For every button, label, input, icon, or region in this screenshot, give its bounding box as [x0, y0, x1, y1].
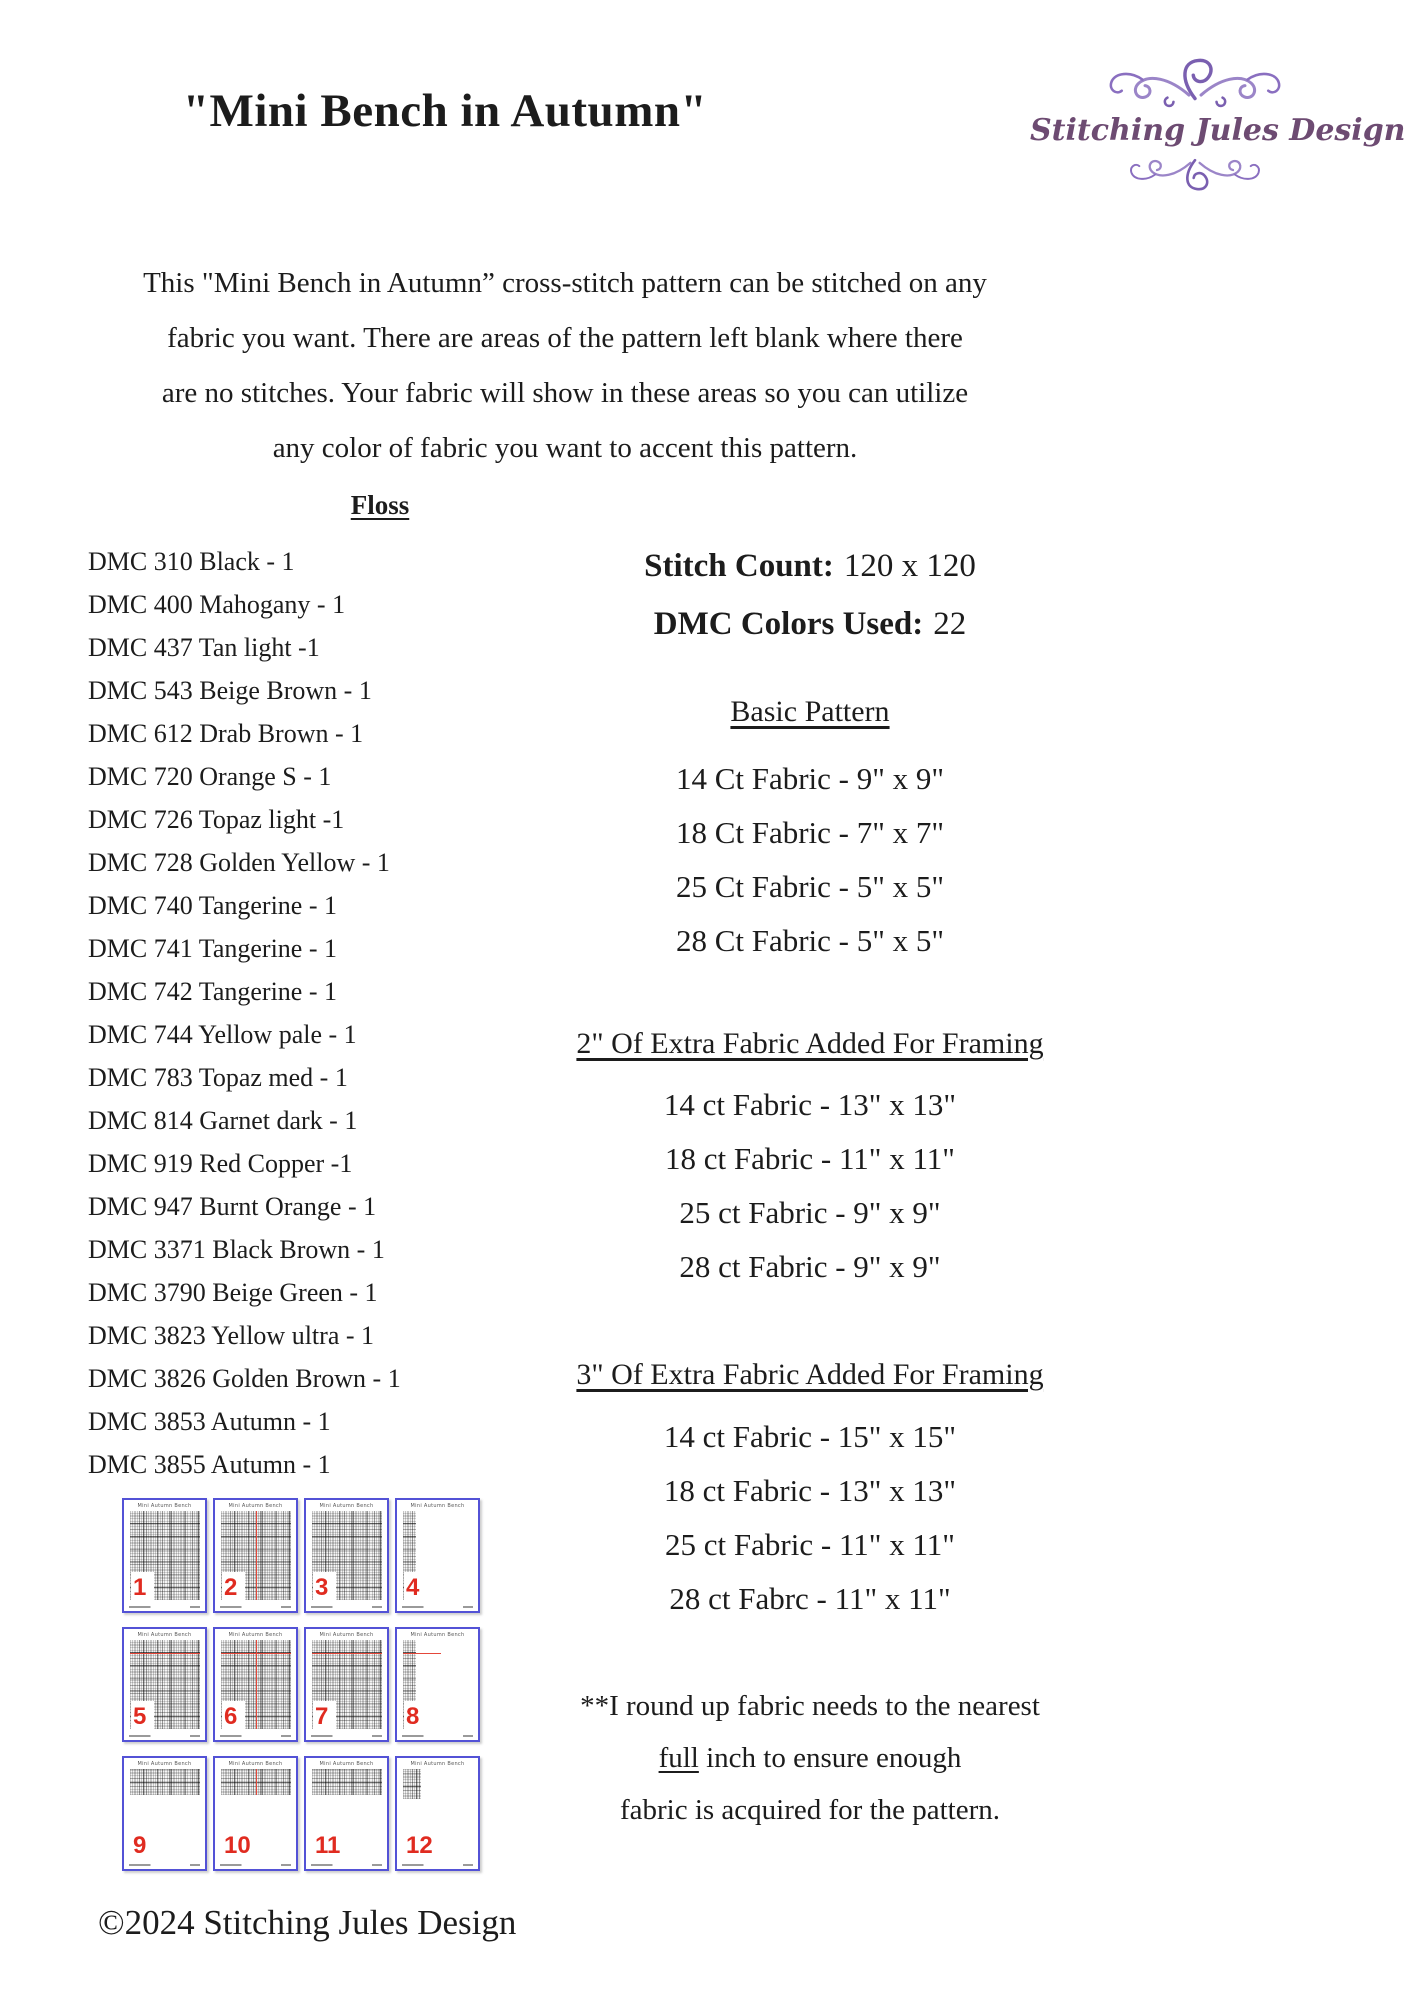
flourish-bottom-icon	[1100, 148, 1290, 196]
intro-line: are no stitches. Your fabric will show in these areas so you can utilize	[161, 377, 969, 409]
pattern-page-thumbnail	[395, 1627, 480, 1742]
fabric-size-item: 28 ct Fabrc - 11" x 11"	[669, 1581, 951, 1616]
thumbnail-title: Mini Autumn Bench	[410, 1503, 465, 1509]
floss-item: DMC 3790 Beige Green - 1	[88, 1278, 378, 1307]
red-line-horizontal	[403, 1653, 441, 1654]
section-heading-3in-extra: 3" Of Extra Fabric Added For Framing	[576, 1358, 1044, 1391]
floss-item: DMC 3855 Autumn - 1	[88, 1450, 331, 1479]
thumbnail-title: Mini Autumn Bench	[319, 1761, 374, 1767]
fabric-size-item: 18 ct Fabric - 11" x 11"	[665, 1141, 955, 1176]
floss-list	[88, 540, 401, 1486]
floss-item: DMC 783 Topaz med - 1	[88, 1063, 348, 1092]
floss-item: DMC 437 Tan light -1	[88, 633, 320, 662]
thumbnail-title: Mini Autumn Bench	[410, 1632, 465, 1638]
dmc-colors-used-label: DMC Colors Used:	[653, 606, 924, 642]
floss-item: DMC 740 Tangerine - 1	[88, 891, 337, 920]
page-title: "Mini Bench in Autumn"	[182, 85, 708, 137]
thumbnail-page-number: 4	[404, 1572, 427, 1602]
floss-item: DMC 741 Tangerine - 1	[88, 934, 337, 963]
thumbnail-title: Mini Autumn Bench	[228, 1503, 283, 1509]
pattern-page-thumbnail	[122, 1756, 207, 1871]
floss-item: DMC 814 Garnet dark - 1	[88, 1106, 358, 1135]
fabric-size-item: 28 ct Fabric - 9" x 9"	[679, 1249, 941, 1284]
pattern-page-thumbnail	[395, 1498, 480, 1613]
stitch-count-label: Stitch Count:	[644, 548, 834, 584]
red-line-horizontal	[130, 1653, 200, 1654]
thumbnail-footer	[311, 1735, 382, 1738]
stitch-count-line	[550, 548, 1070, 585]
extra-2in-sizes	[550, 1078, 1070, 1294]
stitch-count-value: 120 x 120	[843, 548, 976, 584]
footnote-line: fabric is acquired for the pattern.	[619, 1794, 1001, 1826]
thumbnail-page-number: 10	[222, 1830, 259, 1860]
underlined-word: full	[658, 1742, 699, 1774]
floss-item: DMC 3853 Autumn - 1	[88, 1407, 331, 1436]
thumbnail-page-number: 3	[313, 1572, 336, 1602]
dmc-colors-used-value: 22	[933, 606, 967, 642]
floss-item: DMC 3823 Yellow ultra - 1	[88, 1321, 375, 1350]
fabric-size-item: 25 ct Fabric - 9" x 9"	[679, 1195, 941, 1230]
thumbnail-footer	[402, 1606, 473, 1609]
fabric-size-item: 18 Ct Fabric - 7" x 7"	[675, 815, 945, 850]
thumbnail-page-number: 9	[131, 1830, 154, 1860]
floss-item: DMC 400 Mahogany - 1	[88, 590, 346, 619]
extra-3in-sizes	[550, 1410, 1070, 1626]
dmc-colors-used-line	[550, 606, 1070, 643]
floss-item: DMC 3371 Black Brown - 1	[88, 1235, 385, 1264]
thumbnail-footer	[129, 1864, 200, 1867]
pattern-page-thumbnail	[213, 1756, 298, 1871]
section-heading-2in-extra: 2" Of Extra Fabric Added For Framing	[576, 1027, 1044, 1060]
pattern-page-thumbnail	[213, 1627, 298, 1742]
flourish-top-icon	[1030, 52, 1360, 114]
red-line-vertical	[256, 1769, 257, 1795]
thumbnail-title: Mini Autumn Bench	[228, 1632, 283, 1638]
thumbnail-footer	[402, 1864, 473, 1867]
pattern-page-thumbnail	[304, 1498, 389, 1613]
thumbnail-footer	[311, 1864, 382, 1867]
thumbnail-pattern-grid	[403, 1769, 421, 1799]
pattern-page-thumbnail	[122, 1627, 207, 1742]
floss-item: DMC 947 Burnt Orange - 1	[88, 1192, 377, 1221]
thumbnail-footer	[129, 1735, 200, 1738]
thumbnail-page-number: 8	[404, 1701, 427, 1731]
fabric-rounding-footnote	[550, 1680, 1070, 1836]
pattern-page-thumbnail	[395, 1756, 480, 1871]
thumbnail-page-number: 7	[313, 1701, 336, 1731]
fabric-size-item: 18 ct Fabric - 13" x 13"	[663, 1473, 957, 1508]
floss-item: DMC 728 Golden Yellow - 1	[88, 848, 390, 877]
thumbnail-footer	[129, 1606, 200, 1609]
floss-item: DMC 742 Tangerine - 1	[88, 977, 337, 1006]
red-line-horizontal	[312, 1653, 382, 1654]
thumbnail-footer	[220, 1606, 291, 1609]
pattern-pages-thumbnail-grid	[122, 1498, 486, 1871]
red-line-vertical	[256, 1511, 257, 1600]
thumbnail-footer	[311, 1606, 382, 1609]
intro-paragraph	[75, 256, 1055, 476]
basic-pattern-sizes	[550, 752, 1070, 968]
footnote-line: **I round up fabric needs to the nearest	[580, 1690, 1040, 1722]
intro-line: fabric you want. There are areas of the pattern left blank where there	[167, 322, 963, 354]
pattern-page-thumbnail	[304, 1756, 389, 1871]
logo-text: Stitching Jules Design	[1030, 113, 1406, 148]
fabric-size-item: 28 Ct Fabric - 5" x 5"	[675, 923, 945, 958]
brand-logo	[1030, 52, 1406, 201]
thumbnail-page-number: 2	[222, 1572, 245, 1602]
pattern-page-thumbnail	[304, 1627, 389, 1742]
floss-item: DMC 612 Drab Brown - 1	[88, 719, 364, 748]
section-heading-basic-pattern: Basic Pattern	[730, 695, 890, 728]
thumbnail-footer	[402, 1735, 473, 1738]
thumbnail-page-number: 12	[404, 1830, 441, 1860]
floss-heading: Floss	[350, 490, 410, 520]
thumbnail-page-number: 1	[131, 1572, 154, 1602]
thumbnail-title: Mini Autumn Bench	[228, 1761, 283, 1767]
thumbnail-pattern-grid	[130, 1769, 200, 1795]
pattern-page-thumbnail	[122, 1498, 207, 1613]
intro-line: any color of fabric you want to accent this pattern.	[272, 432, 858, 464]
intro-line: This "Mini Bench in Autumn” cross-stitch pattern can be stitched on any	[143, 267, 987, 299]
floss-item: DMC 919 Red Copper -1	[88, 1149, 353, 1178]
floss-item: DMC 3826 Golden Brown - 1	[88, 1364, 401, 1393]
copyright-text: ©2024 Stitching Jules Design	[98, 1903, 517, 1942]
floss-item: DMC 543 Beige Brown - 1	[88, 676, 372, 705]
fabric-size-item: 25 ct Fabric - 11" x 11"	[665, 1527, 955, 1562]
thumbnail-footer	[220, 1735, 291, 1738]
floss-item: DMC 310 Black - 1	[88, 547, 295, 576]
floss-item: DMC 744 Yellow pale - 1	[88, 1020, 357, 1049]
fabric-size-item: 14 ct Fabric - 15" x 15"	[663, 1419, 957, 1454]
red-line-vertical	[256, 1640, 257, 1729]
thumbnail-title: Mini Autumn Bench	[137, 1503, 192, 1509]
floss-item: DMC 726 Topaz light -1	[88, 805, 345, 834]
thumbnail-page-number: 5	[131, 1701, 154, 1731]
thumbnail-page-number: 11	[313, 1830, 348, 1860]
footnote-line-rest: inch to ensure enough	[698, 1742, 962, 1774]
thumbnail-pattern-grid	[312, 1769, 382, 1795]
fabric-size-item: 14 ct Fabric - 13" x 13"	[663, 1087, 957, 1122]
pattern-page-thumbnail	[213, 1498, 298, 1613]
thumbnail-page-number: 6	[222, 1701, 245, 1731]
thumbnail-title: Mini Autumn Bench	[319, 1503, 374, 1509]
thumbnail-footer	[220, 1864, 291, 1867]
fabric-size-item: 14 Ct Fabric - 9" x 9"	[675, 761, 945, 796]
thumbnail-title: Mini Autumn Bench	[319, 1632, 374, 1638]
footnote-line	[550, 1732, 1070, 1784]
fabric-size-item: 25 Ct Fabric - 5" x 5"	[675, 869, 945, 904]
thumbnail-title: Mini Autumn Bench	[137, 1632, 192, 1638]
floss-item: DMC 720 Orange S - 1	[88, 762, 332, 791]
thumbnail-title: Mini Autumn Bench	[137, 1761, 192, 1767]
thumbnail-title: Mini Autumn Bench	[410, 1761, 465, 1767]
